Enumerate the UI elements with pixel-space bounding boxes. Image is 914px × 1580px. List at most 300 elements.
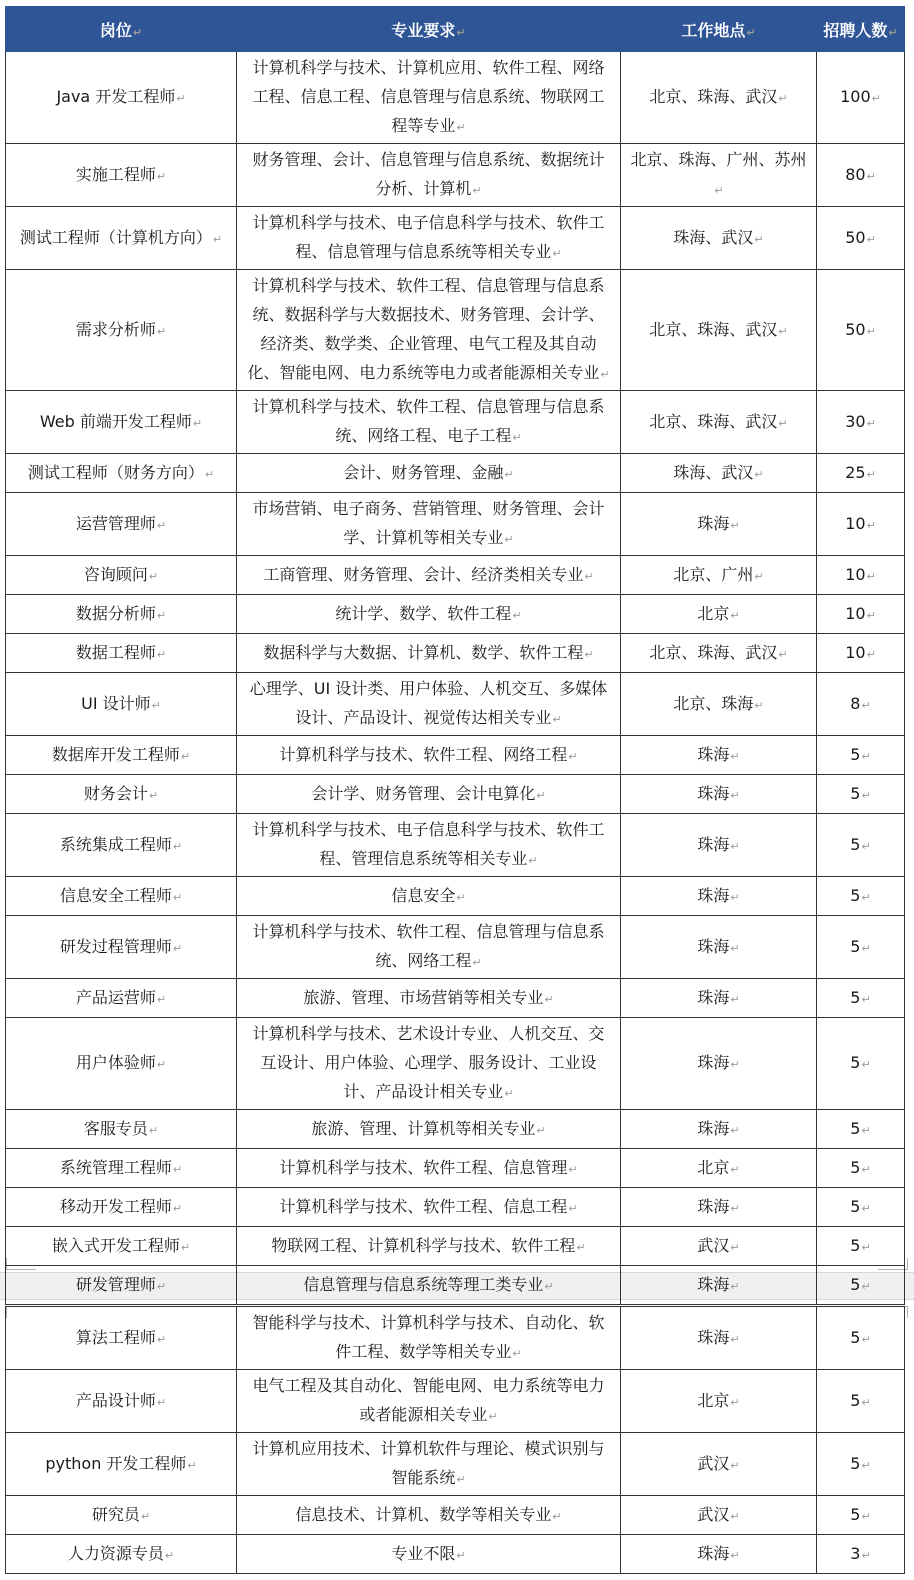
cell-count xyxy=(817,673,905,736)
count-text: 5 xyxy=(850,1118,861,1138)
table-body xyxy=(6,1307,905,1574)
location-text: 北京、珠海 xyxy=(673,693,754,713)
paragraph-mark: ↵ xyxy=(544,992,554,1006)
header-location: 工作地点↵ xyxy=(621,7,817,52)
table-row xyxy=(6,1266,905,1305)
paragraph-mark: ↵ xyxy=(600,368,610,381)
requirement-text: 工商管理、财务管理、会计、经济类相关专业 xyxy=(263,564,584,584)
cell-position xyxy=(6,814,237,877)
paragraph-mark: ↵ xyxy=(778,324,788,338)
paragraph-mark: ↵ xyxy=(861,1395,871,1409)
requirement-text: 会计学、财务管理、会计电算化 xyxy=(311,783,536,803)
paragraph-mark: ↵ xyxy=(871,92,881,105)
cell-location xyxy=(621,736,817,775)
requirement-text: 信息安全 xyxy=(391,885,456,905)
paragraph-mark: ↵ xyxy=(504,533,514,546)
count-text: 5 xyxy=(850,936,861,956)
requirement-text: 专业不限 xyxy=(391,1543,456,1563)
cell-position xyxy=(6,1266,237,1305)
count-text: 5 xyxy=(850,1053,861,1072)
requirement-text: 计算机科学与技术、软件工程、网络工程 xyxy=(279,744,568,764)
table-header-row xyxy=(6,7,905,52)
paragraph-mark: ↵ xyxy=(504,467,514,481)
paragraph-mark: ↵ xyxy=(754,467,764,481)
paragraph-mark: ↵ xyxy=(866,647,876,661)
position-text: 研究员 xyxy=(91,1504,140,1524)
cell-count xyxy=(817,1433,905,1496)
count-text: 5 xyxy=(850,1453,861,1473)
position-text: 算法工程师 xyxy=(75,1327,156,1347)
location-text: 珠海 xyxy=(697,987,730,1007)
paragraph-mark: ↵ xyxy=(730,941,740,955)
paragraph-mark: ↵ xyxy=(866,169,876,183)
paragraph-mark: ↵ xyxy=(212,232,223,246)
paragraph-mark: ↵ xyxy=(488,1410,498,1423)
requirement-text: 信息技术、计算机、数学等相关专业 xyxy=(295,1504,552,1524)
cell-requirement xyxy=(237,52,621,144)
position-text: 需求分析师 xyxy=(75,319,156,339)
paragraph-mark: ↵ xyxy=(180,1240,191,1254)
location-text: 武汉 xyxy=(697,1504,730,1524)
cell-count xyxy=(817,1188,905,1227)
position-text: 研发过程管理师 xyxy=(59,936,172,956)
count-text: 10 xyxy=(845,603,866,623)
paragraph-mark: ↵ xyxy=(172,1201,183,1215)
cell-requirement xyxy=(237,454,621,493)
paragraph-mark: ↵ xyxy=(861,1123,871,1137)
location-text: 珠海 xyxy=(697,513,730,533)
cell-location xyxy=(621,1307,817,1370)
cell-count xyxy=(817,1018,905,1110)
paragraph-mark: ↵ xyxy=(151,698,161,712)
cell-position xyxy=(6,673,237,736)
cell-count xyxy=(817,144,905,207)
cell-requirement xyxy=(237,1307,621,1370)
position-text: 移动开发工程师 xyxy=(59,1196,172,1216)
position-text: 咨询顾问 xyxy=(83,564,148,584)
cell-location xyxy=(621,877,817,916)
requirement-text: 计算机科学与技术、软件工程、信息管理与信息系统、网络工程 xyxy=(252,922,605,970)
cell-position xyxy=(6,916,237,979)
cell-requirement xyxy=(237,207,621,270)
count-text: 10 xyxy=(845,513,866,533)
position-text: Java 开发工程师 xyxy=(56,87,176,106)
count-text: 5 xyxy=(850,1274,861,1294)
count-text: 5 xyxy=(850,834,861,854)
cell-location xyxy=(621,979,817,1018)
cell-location xyxy=(621,454,817,493)
requirement-text: 财务管理、会计、信息管理与信息系统、数据统计分析、计算机 xyxy=(252,150,605,198)
paragraph-mark: ↵ xyxy=(861,1201,871,1215)
paragraph-mark: ↵ xyxy=(180,749,191,763)
requirement-text: 计算机科学与技术、电子信息科学与技术、软件工程、信息管理与信息系统等相关专业 xyxy=(252,213,605,261)
cell-location xyxy=(621,673,817,736)
paragraph-mark: ↵ xyxy=(156,324,167,338)
cell-location xyxy=(621,270,817,391)
paragraph-mark: ↵ xyxy=(176,92,186,105)
cell-location xyxy=(621,207,817,270)
cell-location xyxy=(621,1110,817,1149)
paragraph-mark: ↵ xyxy=(730,1201,740,1215)
paragraph-mark: ↵ xyxy=(754,698,764,712)
location-text: 珠海 xyxy=(697,834,730,854)
requirement-text: 计算机科学与技术、软件工程、信息管理与信息系统、数据科学与大数据技术、财务管理、会计学、经济类、数学类、企业管理、电气工程及其自动化、智能电网、电力系统等电力或者能源相关专业 xyxy=(247,276,605,382)
table-row xyxy=(6,493,905,556)
paragraph-mark: ↵ xyxy=(140,1509,151,1523)
count-text: 5 xyxy=(850,1504,861,1524)
cell-requirement xyxy=(237,1433,621,1496)
cell-requirement xyxy=(237,1018,621,1110)
paragraph-mark: ↵ xyxy=(861,698,871,712)
location-text: 珠海、武汉 xyxy=(673,462,754,482)
location-text: 珠海 xyxy=(697,744,730,764)
cell-requirement xyxy=(237,270,621,391)
count-text: 100 xyxy=(840,87,871,106)
paragraph-mark: ↵ xyxy=(861,992,871,1006)
paragraph-mark: ↵ xyxy=(552,247,562,260)
paragraph-mark: ↵ xyxy=(778,416,788,430)
table-body xyxy=(6,52,905,1305)
location-text: 北京、广州 xyxy=(673,564,754,584)
paragraph-mark: ↵ xyxy=(568,1162,578,1176)
cell-position xyxy=(6,391,237,454)
cell-location xyxy=(621,493,817,556)
paragraph-mark: ↵ xyxy=(730,518,740,532)
location-text: 珠海 xyxy=(697,1053,730,1072)
paragraph-mark: ↵ xyxy=(866,467,876,481)
table-row xyxy=(6,1149,905,1188)
cell-position xyxy=(6,1188,237,1227)
paragraph-mark: ↵ xyxy=(730,1162,740,1176)
cell-requirement xyxy=(237,144,621,207)
paragraph-mark: ↵ xyxy=(544,1279,554,1293)
header-position: 岗位↵ xyxy=(6,7,237,52)
table-row xyxy=(6,1018,905,1110)
paragraph-mark: ↵ xyxy=(861,1162,871,1176)
paragraph-mark: ↵ xyxy=(164,1548,175,1562)
paragraph-mark: ↵ xyxy=(866,608,876,622)
location-text: 北京、珠海、武汉 xyxy=(649,87,778,106)
position-text: 数据工程师 xyxy=(75,642,156,662)
cell-location xyxy=(621,52,817,144)
recruitment-table-continued xyxy=(5,1306,905,1574)
paragraph-mark: ↵ xyxy=(584,569,594,583)
cell-location xyxy=(621,775,817,814)
cell-position xyxy=(6,634,237,673)
cell-position xyxy=(6,493,237,556)
cell-location xyxy=(621,1370,817,1433)
table-row xyxy=(6,814,905,877)
paragraph-mark: ↵ xyxy=(861,749,871,763)
requirement-text: 会计、财务管理、金融 xyxy=(343,462,504,482)
cell-position xyxy=(6,877,237,916)
location-text: 珠海 xyxy=(697,1118,730,1138)
location-text: 珠海 xyxy=(697,1274,730,1294)
count-text: 5 xyxy=(850,885,861,905)
cell-position xyxy=(6,1227,237,1266)
paragraph-mark: ↵ xyxy=(730,890,740,904)
paragraph-mark: ↵ xyxy=(148,1123,159,1137)
position-text: 人力资源专员 xyxy=(67,1543,164,1563)
paragraph-mark: ↵ xyxy=(730,1509,740,1523)
cell-location xyxy=(621,1266,817,1305)
cell-location xyxy=(621,144,817,207)
cell-location xyxy=(621,595,817,634)
table-row xyxy=(6,1535,905,1574)
table-row xyxy=(6,1433,905,1496)
table-row xyxy=(6,1227,905,1266)
cell-position xyxy=(6,1433,237,1496)
paragraph-mark: ↵ xyxy=(866,518,876,532)
cell-location xyxy=(621,1496,817,1535)
requirement-text: 智能科学与技术、计算机科学与技术、自动化、软件工程、数学等相关专业 xyxy=(252,1313,605,1361)
paragraph-mark: ↵ xyxy=(568,1201,578,1215)
cell-count xyxy=(817,979,905,1018)
paragraph-mark: ↵ xyxy=(512,608,522,622)
paragraph-mark: ↵ xyxy=(456,1473,466,1486)
paragraph-mark: ↵ xyxy=(866,569,876,583)
cell-requirement xyxy=(237,673,621,736)
paragraph-mark: ↵ xyxy=(861,1458,871,1472)
count-text: 5 xyxy=(850,1196,861,1216)
table-row xyxy=(6,1307,905,1370)
cell-requirement xyxy=(237,1535,621,1574)
paragraph-mark: ↵ xyxy=(866,324,876,338)
position-text: 实施工程师 xyxy=(75,164,156,184)
cell-count xyxy=(817,52,905,144)
cell-requirement xyxy=(237,814,621,877)
cell-count xyxy=(817,775,905,814)
position-text: 客服专员 xyxy=(83,1118,148,1138)
cell-position xyxy=(6,1149,237,1188)
cell-requirement xyxy=(237,1188,621,1227)
location-text: 武汉 xyxy=(697,1453,730,1473)
count-text: 5 xyxy=(850,1235,861,1255)
requirement-text: 计算机应用技术、计算机软件与理论、模式识别与智能系统 xyxy=(252,1439,605,1487)
paragraph-mark: ↵ xyxy=(584,647,594,661)
count-text: 8 xyxy=(850,693,861,713)
paragraph-mark: ↵ xyxy=(472,956,482,969)
location-text: 珠海 xyxy=(697,936,730,956)
cell-position xyxy=(6,454,237,493)
cell-requirement xyxy=(237,595,621,634)
paragraph-mark: ↵ xyxy=(861,1509,871,1523)
location-text: 北京、珠海、广州、苏州 xyxy=(630,150,807,169)
paragraph-mark: ↵ xyxy=(576,1240,586,1254)
paragraph-mark: ↵ xyxy=(730,1458,740,1472)
table-row xyxy=(6,595,905,634)
paragraph-mark: ↵ xyxy=(456,1548,466,1562)
requirement-text: 计算机科学与技术、电子信息科学与技术、软件工程、管理信息系统等相关专业 xyxy=(252,820,605,868)
position-text: 产品设计师 xyxy=(75,1390,156,1410)
paragraph-mark: ↵ xyxy=(730,1548,740,1562)
location-text: 珠海 xyxy=(697,885,730,905)
cell-requirement xyxy=(237,493,621,556)
cell-count xyxy=(817,916,905,979)
count-text: 5 xyxy=(850,744,861,764)
paragraph-mark: ↵ xyxy=(730,992,740,1006)
paragraph-mark: ↵ xyxy=(148,788,159,802)
position-text: 财务会计 xyxy=(83,783,148,803)
cell-location xyxy=(621,1227,817,1266)
count-text: 5 xyxy=(850,1157,861,1177)
paragraph-mark: ↵ xyxy=(866,232,876,246)
cell-location xyxy=(621,634,817,673)
paragraph-mark: ↵ xyxy=(552,1509,562,1523)
cell-location xyxy=(621,1149,817,1188)
count-text: 30 xyxy=(845,411,866,431)
table-row xyxy=(6,736,905,775)
cell-requirement xyxy=(237,1496,621,1535)
position-text: python 开发工程师 xyxy=(45,1453,187,1473)
cell-location xyxy=(621,1018,817,1110)
paragraph-mark: ↵ xyxy=(778,647,788,661)
count-text: 3 xyxy=(850,1543,861,1563)
cell-requirement xyxy=(237,775,621,814)
requirement-text: 物联网工程、计算机科学与技术、软件工程 xyxy=(271,1235,576,1255)
table-row xyxy=(6,1110,905,1149)
table-row xyxy=(6,556,905,595)
cell-count xyxy=(817,877,905,916)
requirement-text: 计算机科学与技术、软件工程、信息工程 xyxy=(279,1196,568,1216)
location-text: 北京 xyxy=(697,1157,730,1177)
header-count: 招聘人数↵ xyxy=(817,7,905,52)
position-text: 研发管理师 xyxy=(75,1274,156,1294)
location-text: 北京 xyxy=(697,1390,730,1410)
cell-position xyxy=(6,144,237,207)
count-text: 5 xyxy=(850,1327,861,1347)
paragraph-mark: ↵ xyxy=(172,890,183,904)
paragraph-mark: ↵ xyxy=(552,713,562,726)
paragraph-mark: ↵ xyxy=(456,890,466,904)
position-text: 运营管理师 xyxy=(75,513,156,533)
cell-location xyxy=(621,1535,817,1574)
cell-count xyxy=(817,493,905,556)
header-requirement: 专业要求↵ xyxy=(237,7,621,52)
location-text: 北京 xyxy=(697,603,730,623)
paragraph-mark: ↵ xyxy=(156,1395,167,1409)
position-text: UI 设计师 xyxy=(81,693,151,713)
cell-position xyxy=(6,207,237,270)
requirement-text: 数据科学与大数据、计算机、数学、软件工程 xyxy=(263,642,584,662)
cell-count xyxy=(817,1370,905,1433)
cell-count xyxy=(817,1110,905,1149)
location-text: 北京、珠海、武汉 xyxy=(649,411,778,431)
cell-requirement xyxy=(237,1227,621,1266)
count-text: 10 xyxy=(845,642,866,662)
paragraph-mark: ↵ xyxy=(730,1395,740,1409)
cell-position xyxy=(6,1496,237,1535)
paragraph-mark: ↵ xyxy=(504,1087,514,1100)
cell-count xyxy=(817,736,905,775)
paragraph-mark: ↵ xyxy=(156,518,167,532)
cell-position xyxy=(6,595,237,634)
cell-count xyxy=(817,1496,905,1535)
paragraph-mark: ↵ xyxy=(568,749,578,763)
paragraph-mark: ↵ xyxy=(156,1279,167,1293)
location-text: 珠海 xyxy=(697,1327,730,1347)
cell-requirement xyxy=(237,391,621,454)
paragraph-mark: ↵ xyxy=(866,416,876,430)
cell-position xyxy=(6,736,237,775)
paragraph-mark: ↵ xyxy=(156,992,167,1006)
paragraph-mark: ↵ xyxy=(192,416,203,430)
position-text: 产品运营师 xyxy=(75,987,156,1007)
position-text: 测试工程师（财务方向） xyxy=(27,462,204,482)
cell-position xyxy=(6,979,237,1018)
paragraph-mark: ↵ xyxy=(156,608,167,622)
paragraph-mark: ↵ xyxy=(714,184,724,197)
paragraph-mark: ↵ xyxy=(861,1279,871,1293)
count-text: 5 xyxy=(850,987,861,1007)
location-text: 北京、珠海、武汉 xyxy=(649,319,778,339)
cell-position xyxy=(6,1307,237,1370)
cell-count xyxy=(817,814,905,877)
table-row xyxy=(6,1188,905,1227)
paragraph-mark: ↵ xyxy=(156,1058,167,1071)
paragraph-mark: ↵ xyxy=(778,92,788,105)
table-row xyxy=(6,673,905,736)
cell-requirement xyxy=(237,556,621,595)
requirement-text: 市场营销、电子商务、营销管理、财务管理、会计学、计算机等相关专业 xyxy=(252,499,605,547)
paragraph-mark: ↵ xyxy=(730,1240,740,1254)
cell-requirement xyxy=(237,1370,621,1433)
cell-count xyxy=(817,1266,905,1305)
table-row xyxy=(6,391,905,454)
position-text: 系统集成工程师 xyxy=(59,834,172,854)
paragraph-mark: ↵ xyxy=(861,1548,871,1562)
paragraph-mark: ↵ xyxy=(730,1279,740,1293)
cell-position xyxy=(6,1370,237,1433)
paragraph-mark: ↵ xyxy=(730,1058,740,1071)
paragraph-mark: ↵ xyxy=(172,1162,183,1176)
location-text: 北京、珠海、武汉 xyxy=(649,642,778,662)
cell-position xyxy=(6,1018,237,1110)
count-text: 25 xyxy=(845,462,866,482)
paragraph-mark: ↵ xyxy=(536,1123,546,1137)
paragraph-mark: ↵ xyxy=(156,169,167,183)
paragraph-mark: ↵ xyxy=(861,788,871,802)
paragraph-mark: ↵ xyxy=(148,569,159,583)
paragraph-mark: ↵ xyxy=(204,467,215,481)
position-text: Web 前端开发工程师 xyxy=(39,411,192,431)
requirement-text: 计算机科学与技术、软件工程、信息管理 xyxy=(279,1157,568,1177)
table-row xyxy=(6,270,905,391)
paragraph-mark: ↵ xyxy=(754,232,764,246)
count-text: 10 xyxy=(845,564,866,584)
cell-count xyxy=(817,1149,905,1188)
cell-location xyxy=(621,391,817,454)
paragraph-mark: ↵ xyxy=(730,788,740,802)
position-text: 信息安全工程师 xyxy=(59,885,172,905)
position-text: 系统管理工程师 xyxy=(59,1157,172,1177)
requirement-text: 计算机科学与技术、艺术设计专业、人机交互、交互设计、用户体验、心理学、服务设计、工业设计、产品设计相关专业 xyxy=(252,1024,605,1101)
requirement-text: 电气工程及其自动化、智能电网、电力系统等电力或者能源相关专业 xyxy=(252,1376,605,1424)
paragraph-mark: ↵ xyxy=(861,839,871,853)
cell-count xyxy=(817,270,905,391)
paragraph-mark: ↵ xyxy=(730,1123,740,1137)
paragraph-mark: ↵ xyxy=(536,788,546,802)
count-text: 50 xyxy=(845,319,866,339)
cell-position xyxy=(6,52,237,144)
count-text: 5 xyxy=(850,1390,861,1410)
cell-count xyxy=(817,634,905,673)
cell-location xyxy=(621,556,817,595)
requirement-text: 信息管理与信息系统等理工类专业 xyxy=(303,1274,544,1294)
table-row xyxy=(6,877,905,916)
paragraph-mark: ↵ xyxy=(861,941,871,955)
paragraph-mark: ↵ xyxy=(456,121,466,134)
